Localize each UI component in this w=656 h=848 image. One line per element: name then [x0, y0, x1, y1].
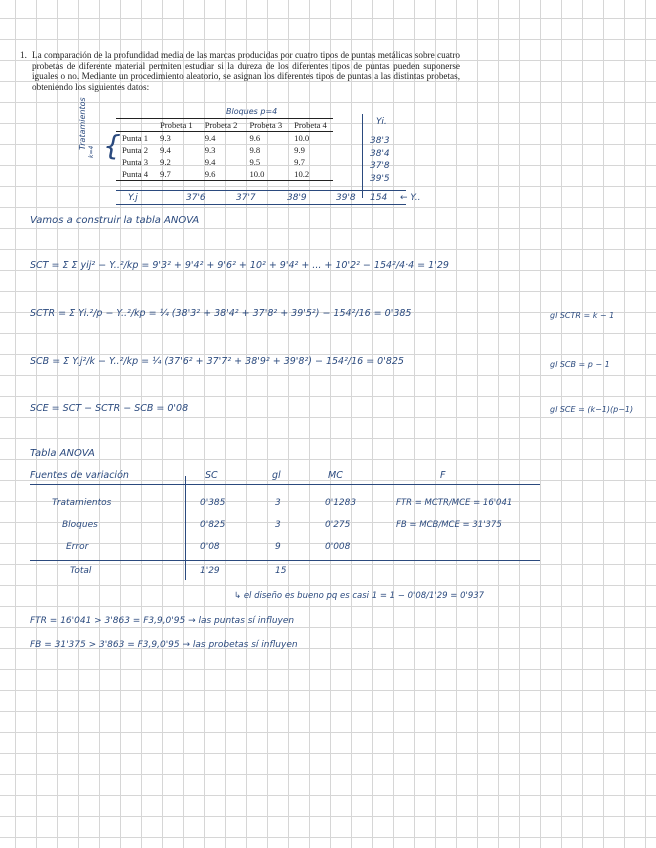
table-cell: 9.3: [204, 145, 216, 155]
table-cell: 9.6: [249, 133, 261, 143]
grand-total-arrow: ← Y..: [400, 193, 421, 203]
anova-mc: 0'1283: [325, 498, 357, 508]
table-cell: 10.0: [243, 168, 288, 181]
anova-header-sc: SC: [205, 470, 218, 481]
data-table: [116, 118, 333, 181]
row-total: 38'4: [370, 149, 390, 159]
table-cell: 9.9: [294, 145, 305, 155]
table-header-cell: Probeta 2: [199, 119, 244, 132]
anova-column-rule: [185, 476, 186, 580]
anova-sc: 0'385: [200, 498, 226, 508]
col-total: 37'7: [236, 193, 256, 203]
table-cell: 9.7: [154, 168, 199, 181]
problem-text: La comparación de la profundidad media de las marcas producidas por cuatro tipos de puntas metálicas sobre cuatro probetas de diferente material permiten estudiar si la dureza de los diferentes tipos de puntas pueden suponerse iguales o no. Mediante un procedimiento aleatorio, se asignan los diferentes tipos de puntas a las distintas probetas, obteniendo los siguientes datos:: [32, 50, 460, 92]
efficiency-text: el diseño es bueno pq es casi 1 = 1 − 0'08/1'29 = 0'937: [243, 591, 485, 601]
row-label: Punta 3: [122, 157, 149, 167]
anova-mc: 0'008: [325, 542, 351, 552]
side-brace: {: [103, 129, 121, 162]
anova-f: FB = MCB/MCE = 31'375: [396, 520, 502, 530]
row-total: 39'5: [370, 174, 390, 184]
anova-header-source: Fuentes de variación: [30, 470, 129, 481]
row-label: Punta 4: [116, 168, 154, 181]
col-totals-underline: [116, 204, 406, 205]
anova-mc: 0'275: [325, 520, 351, 530]
anova-total-rule: [30, 560, 540, 561]
table-cell: 9.6: [199, 168, 244, 181]
anova-header-gl: gl: [272, 470, 281, 481]
table-header-cell: Probeta 4: [288, 119, 333, 132]
blocks-note: Bloques p=4: [226, 107, 278, 116]
col-total: 37'6: [186, 193, 206, 203]
sce-gl-note: gl SCE = (k−1)(p−1): [550, 405, 634, 414]
anova-gl: 3: [275, 520, 281, 530]
anova-sc: 0'825: [200, 520, 226, 530]
row-total: 37'8: [370, 161, 390, 171]
table-cell: 9.4: [160, 145, 171, 155]
totals-divider: [362, 114, 363, 198]
table-cell: 9.8: [249, 145, 261, 155]
anova-header-rule: [30, 484, 540, 485]
sct-formula: SCT = Σ Σ yij² − Y..²/kp = 9'3² + 9'4² + 9'6² + 10² + 9'4² + ... + 10'2² − 154²/4·4 = 1'29: [30, 260, 449, 271]
table-cell: 9.3: [160, 133, 171, 143]
row-total-header: Yi.: [376, 117, 387, 127]
col-totals-label: Y.j: [128, 193, 138, 203]
anova-header-f: F: [440, 470, 446, 481]
table-row: [116, 132, 333, 145]
sce-formula: SCE = SCT − SCTR − SCB = 0'08: [30, 403, 189, 414]
scb-formula: SCB = Σ Y.j²/k − Y..²/kp = ¼ (37'6² + 37'7² + 38'9² + 39'8²) − 154²/16 = 0'825: [30, 356, 404, 367]
row-label: Punta 1: [122, 133, 149, 143]
conclusion-treatments: FTR = 16'041 > 3'863 = F3,9,0'95 → las puntas sí influyen: [30, 616, 295, 626]
table-cell: 9.2: [160, 157, 171, 167]
table-header-row: [116, 119, 333, 132]
anova-source: Error: [66, 542, 89, 552]
anova-title: Tabla ANOVA: [30, 448, 95, 459]
col-total: 38'9: [287, 193, 307, 203]
problem-number: 1.: [20, 50, 27, 60]
anova-gl: 3: [275, 498, 281, 508]
table-cell: 10.0: [294, 133, 310, 143]
anova-f: FTR = MCTR/MCE = 16'041: [396, 498, 513, 508]
anova-source: Tratamientos: [52, 498, 112, 508]
k-label: k=4: [88, 145, 95, 158]
table-header-cell: Probeta 3: [243, 119, 288, 132]
sctr-formula: SCTR = Σ Yi.²/p − Y..²/kp = ¼ (38'3² + 38'4² + 37'8² + 39'5²) − 154²/16 = 0'385: [30, 308, 412, 319]
efficiency-note: [234, 591, 484, 601]
anova-gl: 9: [275, 542, 281, 552]
anova-source: Bloques: [62, 520, 98, 530]
table-cell: 10.2: [288, 168, 333, 181]
table-cell: 9.7: [294, 157, 305, 167]
anova-header-mc: MC: [328, 470, 343, 481]
row-total: 38'3: [370, 136, 390, 146]
grand-total: 154: [370, 193, 388, 203]
anova-sc: 1'29: [200, 566, 220, 576]
anova-sc: 0'08: [200, 542, 220, 552]
table-row: [116, 144, 333, 156]
row-label: Punta 2: [122, 145, 149, 155]
col-totals-rule: [116, 190, 406, 191]
intro-note: Vamos a construir la tabla ANOVA: [30, 215, 200, 226]
table-row: [116, 168, 333, 181]
treatments-side-label: Tratamientos: [78, 97, 87, 150]
table-row: [116, 156, 333, 168]
table-header-cell: [116, 119, 154, 132]
curved-arrow-icon: ↳: [234, 591, 244, 601]
anova-source: Total: [70, 566, 92, 576]
conclusion-blocks: FB = 31'375 > 3'863 = F3,9,0'95 → las probetas sí influyen: [30, 640, 298, 650]
sctr-gl-note: gl SCTR = k − 1: [550, 311, 615, 320]
problem-statement: [20, 50, 460, 92]
table-cell: 9.4: [204, 133, 216, 143]
anova-gl: 15: [275, 566, 287, 576]
col-total: 39'8: [336, 193, 356, 203]
table-cell: 9.4: [204, 157, 216, 167]
table-cell: 9.5: [249, 157, 261, 167]
table-header-cell: Probeta 1: [154, 119, 199, 132]
scb-gl-note: gl SCB = p − 1: [550, 360, 610, 369]
